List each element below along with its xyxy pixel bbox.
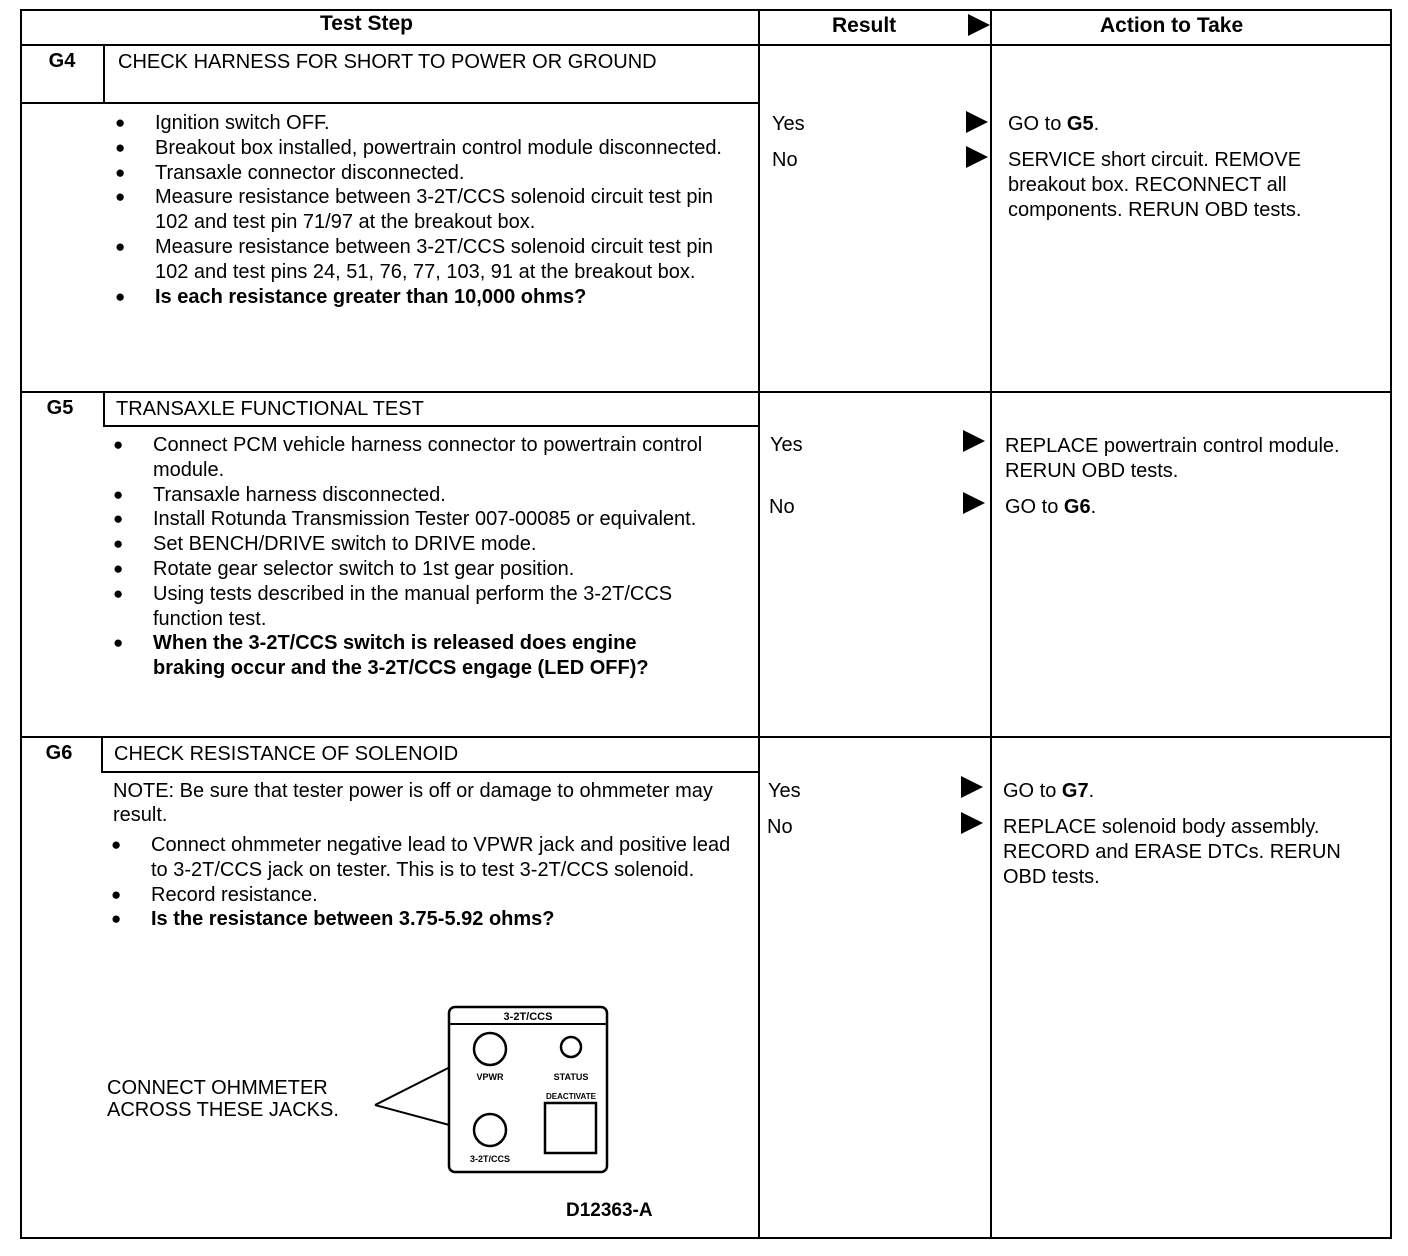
step-id: G4 <box>48 50 76 72</box>
step-title-rule <box>20 102 758 104</box>
arrow-icon <box>963 430 985 452</box>
caption-line: CONNECT OHMMETER <box>107 1077 328 1099</box>
step-id: G6 <box>45 742 73 764</box>
step-bullets <box>111 833 731 932</box>
figure-caption <box>107 1077 339 1121</box>
step-note: NOTE: Be sure that tester power is off or damage to ohmmeter may result. <box>113 780 713 826</box>
status-led-icon <box>561 1037 581 1057</box>
figure-id: D12363-A <box>566 1200 653 1221</box>
vpwr-label: VPWR <box>476 1072 504 1082</box>
header-test-step: Test Step <box>320 12 413 35</box>
caption-line: ACROSS THESE JACKS. <box>107 1099 339 1121</box>
list-item: ● Ignition switch OFF. <box>115 111 725 136</box>
column-divider <box>990 9 992 1239</box>
result-no: No <box>772 149 798 171</box>
list-item: ● Connect ohmmeter negative lead to VPWR jack and positive lead to 3-2T/CCS jack on tester. This is to test 3-2T/CCS solenoid. <box>111 833 731 883</box>
step-question: ● When the 3-2T/CCS switch is released does engine braking occur and the 3-2T/CCS engage (LED OFF)? <box>113 631 713 681</box>
step-bullets <box>113 433 713 681</box>
result-yes: Yes <box>770 434 803 456</box>
action-text: REPLACE powertrain control module. RERUN OBD tests. <box>1005 435 1340 482</box>
column-divider <box>758 9 760 1239</box>
step-title-rule <box>103 425 758 427</box>
step-id: G5 <box>46 397 74 419</box>
list-item: ● Transaxle connector disconnected. <box>115 161 725 186</box>
ccs-jack-label: 3-2T/CCS <box>469 1154 511 1164</box>
deactivate-button-icon <box>545 1103 596 1153</box>
step-id-divider <box>103 391 105 427</box>
tester-panel-diagram <box>350 1000 650 1190</box>
result-no: No <box>767 816 793 838</box>
step-title: CHECK RESISTANCE OF SOLENOID <box>114 743 459 765</box>
header-rule <box>20 44 1392 46</box>
arrow-icon <box>961 812 983 834</box>
list-item: ● Transaxle harness disconnected. <box>113 483 713 508</box>
panel-label: 3-2T/CCS <box>503 1011 553 1023</box>
deactivate-label: DEACTIVATE <box>546 1092 596 1101</box>
arrow-icon <box>961 776 983 798</box>
list-item: ● Measure resistance between 3-2T/CCS solenoid circuit test pin 102 and test pin 71/97 at the breakout box. <box>115 185 725 235</box>
header-result: Result <box>832 14 897 37</box>
header-arrow-icon <box>968 14 990 36</box>
step-question: ● Is each resistance greater than 10,000 ohms? <box>115 285 725 310</box>
action-text: SERVICE short circuit. REMOVE breakout box. RECONNECT all components. RERUN OBD tests. <box>1008 149 1302 221</box>
action-text: GO to G5. <box>1008 113 1100 135</box>
arrow-icon <box>963 492 985 514</box>
step-bullets <box>115 111 725 309</box>
step-title: CHECK HARNESS FOR SHORT TO POWER OR GROUND <box>118 51 657 73</box>
step-title: TRANSAXLE FUNCTIONAL TEST <box>116 398 424 420</box>
result-no: No <box>769 496 795 518</box>
action-text: GO to G6. <box>1005 496 1097 518</box>
list-item: ● Install Rotunda Transmission Tester 007-00085 or equivalent. <box>113 507 713 532</box>
step-title-rule <box>101 771 758 773</box>
step-id-divider <box>103 44 105 104</box>
list-item: ● Measure resistance between 3-2T/CCS solenoid circuit test pin 102 and test pins 24, 51, 76, 77, 103, 91 at the breakout box. <box>115 235 725 285</box>
list-item: ● Rotate gear selector switch to 1st gear position. <box>113 557 713 582</box>
vpwr-jack-icon <box>474 1033 506 1065</box>
result-yes: Yes <box>768 780 801 802</box>
list-item: ● Using tests described in the manual perform the 3-2T/CCS function test. <box>113 582 713 632</box>
action-text: GO to G7. <box>1003 780 1095 802</box>
arrow-icon <box>966 146 988 168</box>
list-item: ● Set BENCH/DRIVE switch to DRIVE mode. <box>113 532 713 557</box>
list-item: ● Breakout box installed, powertrain control module disconnected. <box>115 136 725 161</box>
step-id-divider <box>101 736 103 772</box>
list-item: ● Record resistance. <box>111 883 731 908</box>
list-item: ● Connect PCM vehicle harness connector to powertrain control module. <box>113 433 713 483</box>
row-divider <box>20 736 1392 738</box>
step-question: ● Is the resistance between 3.75-5.92 ohms? <box>111 907 731 932</box>
ccs-jack-icon <box>474 1114 506 1146</box>
row-divider <box>20 391 1392 393</box>
action-text: REPLACE solenoid body assembly. RECORD and ERASE DTCs. RERUN OBD tests. <box>1003 816 1341 888</box>
header-action: Action to Take <box>1100 14 1244 37</box>
result-yes: Yes <box>772 113 805 135</box>
arrow-icon <box>966 111 988 133</box>
status-label: STATUS <box>553 1072 589 1082</box>
